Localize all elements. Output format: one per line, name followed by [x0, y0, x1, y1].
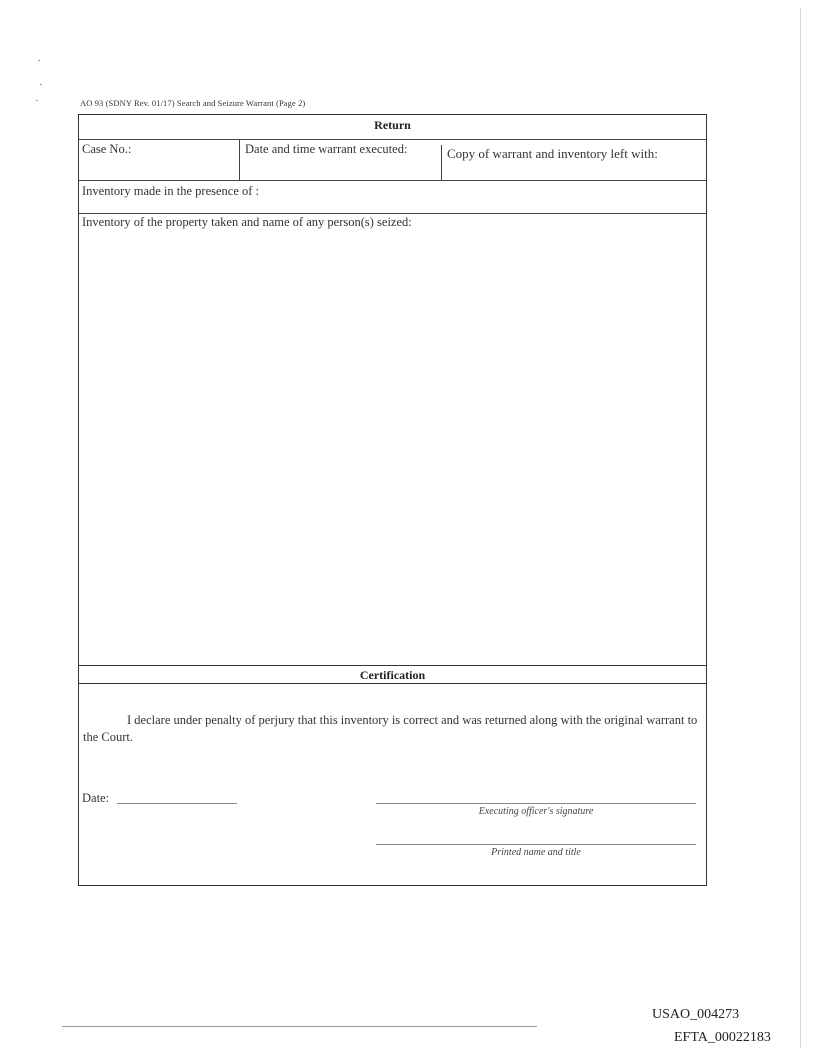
- presence-label: Inventory made in the presence of :: [82, 184, 260, 198]
- printed-name-line: [376, 844, 696, 845]
- page-edge: [800, 8, 801, 1048]
- divider: [79, 213, 706, 214]
- divider: [441, 145, 442, 180]
- divider: [79, 180, 706, 181]
- efta-bates-number: EFTA_00022183: [674, 1030, 771, 1045]
- date-label: Date:: [82, 791, 110, 805]
- scan-speck: [40, 84, 42, 85]
- printed-name-caption: Printed name and title: [491, 847, 581, 858]
- usao-bates-number: USAO_004273: [652, 1007, 740, 1022]
- certification-title: Certification: [359, 668, 426, 682]
- divider: [79, 665, 706, 666]
- scan-speck: [38, 60, 40, 61]
- case-no-label: Case No.:: [82, 142, 132, 156]
- copy-left-with-label: Copy of warrant and inventory left with:: [447, 146, 658, 161]
- form-header-note: AO 93 (SDNY Rev. 01/17) Search and Seizure Warrant (Page 2): [80, 98, 306, 108]
- footer-rule: [62, 1026, 537, 1027]
- divider: [239, 139, 240, 180]
- executing-officer-signature-caption: Executing officer's signature: [478, 806, 594, 817]
- scan-speck: [36, 100, 38, 101]
- signature-line: [376, 803, 696, 804]
- date-time-executed-label: Date and time warrant executed:: [245, 142, 408, 156]
- divider: [79, 683, 706, 684]
- certification-statement: I declare under penalty of perjury that this inventory is correct and was returned along with the original warrant to the Court.: [83, 713, 698, 744]
- date-line: [117, 803, 237, 804]
- divider: [79, 139, 706, 140]
- return-form: [78, 114, 707, 886]
- return-title: Return: [374, 118, 411, 132]
- property-label: Inventory of the property taken and name of any person(s) seized:: [82, 215, 412, 229]
